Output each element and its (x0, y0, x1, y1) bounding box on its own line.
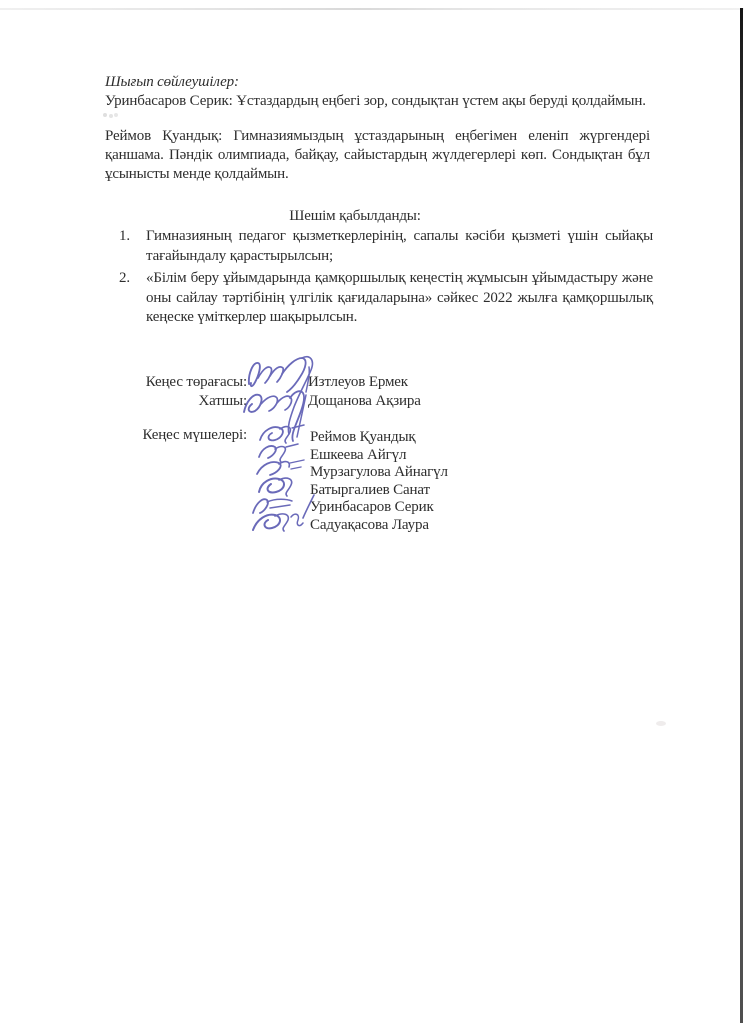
decision-item (119, 227, 653, 266)
scan-edge-right (740, 8, 743, 1023)
chairman-label: Кеңес төрағасы: (145, 374, 247, 390)
decision-item-text: «Білім беру ұйымдарында қамқоршылық кеңестің жұмысын ұйымдастыру және оны сайлау тәртібінің үлгілік қағидаларына» сәйкес 2022 жылға қамқоршылық кеңеске үміткерлер шақырылсын. (146, 270, 653, 325)
speaker2-statement: Реймов Қуандық: Гимназиямыздың ұстаздарының еңбегімен еленіп жүргендері қаншама. Пәндік олимпиада, байқау, сайыстардың жүлдегерлері көп. Сондықтан бұл ұсынысты менде қолдаймын. (105, 128, 650, 183)
member-name: Мурзагулова Айнагүл (310, 464, 448, 480)
chairman-name: Изтлеуов Ермек (308, 374, 408, 390)
speaker1-statement: Уринбасаров Серик: Ұстаздардың еңбегі зор, сондықтан үстем ақы беруді қолдаймын. (105, 92, 646, 109)
members-label: Кеңес мүшелері: (142, 427, 247, 443)
handwritten-signatures-ink (230, 352, 360, 547)
decision-list (119, 227, 653, 331)
decision-item-number: 2. (119, 270, 130, 286)
scan-smudge (103, 113, 107, 117)
decision-heading: Шешім қабылданды: (289, 208, 421, 224)
scan-smudge (656, 721, 666, 726)
scan-edge-top (0, 8, 744, 10)
member-name: Ешкеева Айгүл (310, 446, 407, 463)
speakers-section (105, 73, 665, 110)
secretary-label: Хатшы: (198, 393, 247, 409)
decision-item (119, 269, 653, 328)
member-name: Уринбасаров Серик (310, 499, 434, 515)
speakers-heading: Шығып сөйлеушілер: (105, 74, 239, 90)
secretary-name: Дощанова Ақзира (308, 393, 421, 409)
member-name: Батыргалиев Санат (310, 481, 430, 498)
member-name: Реймов Қуандық (310, 429, 416, 445)
member-name: Садуақасова Лаура (310, 516, 429, 533)
decision-item-text: Гимназияның педагог қызметкерлерінің, сапалы кәсіби қызметі үшін сыйақы тағайындалу қарастырылсын; (146, 228, 653, 264)
decision-item-number: 1. (119, 228, 130, 244)
